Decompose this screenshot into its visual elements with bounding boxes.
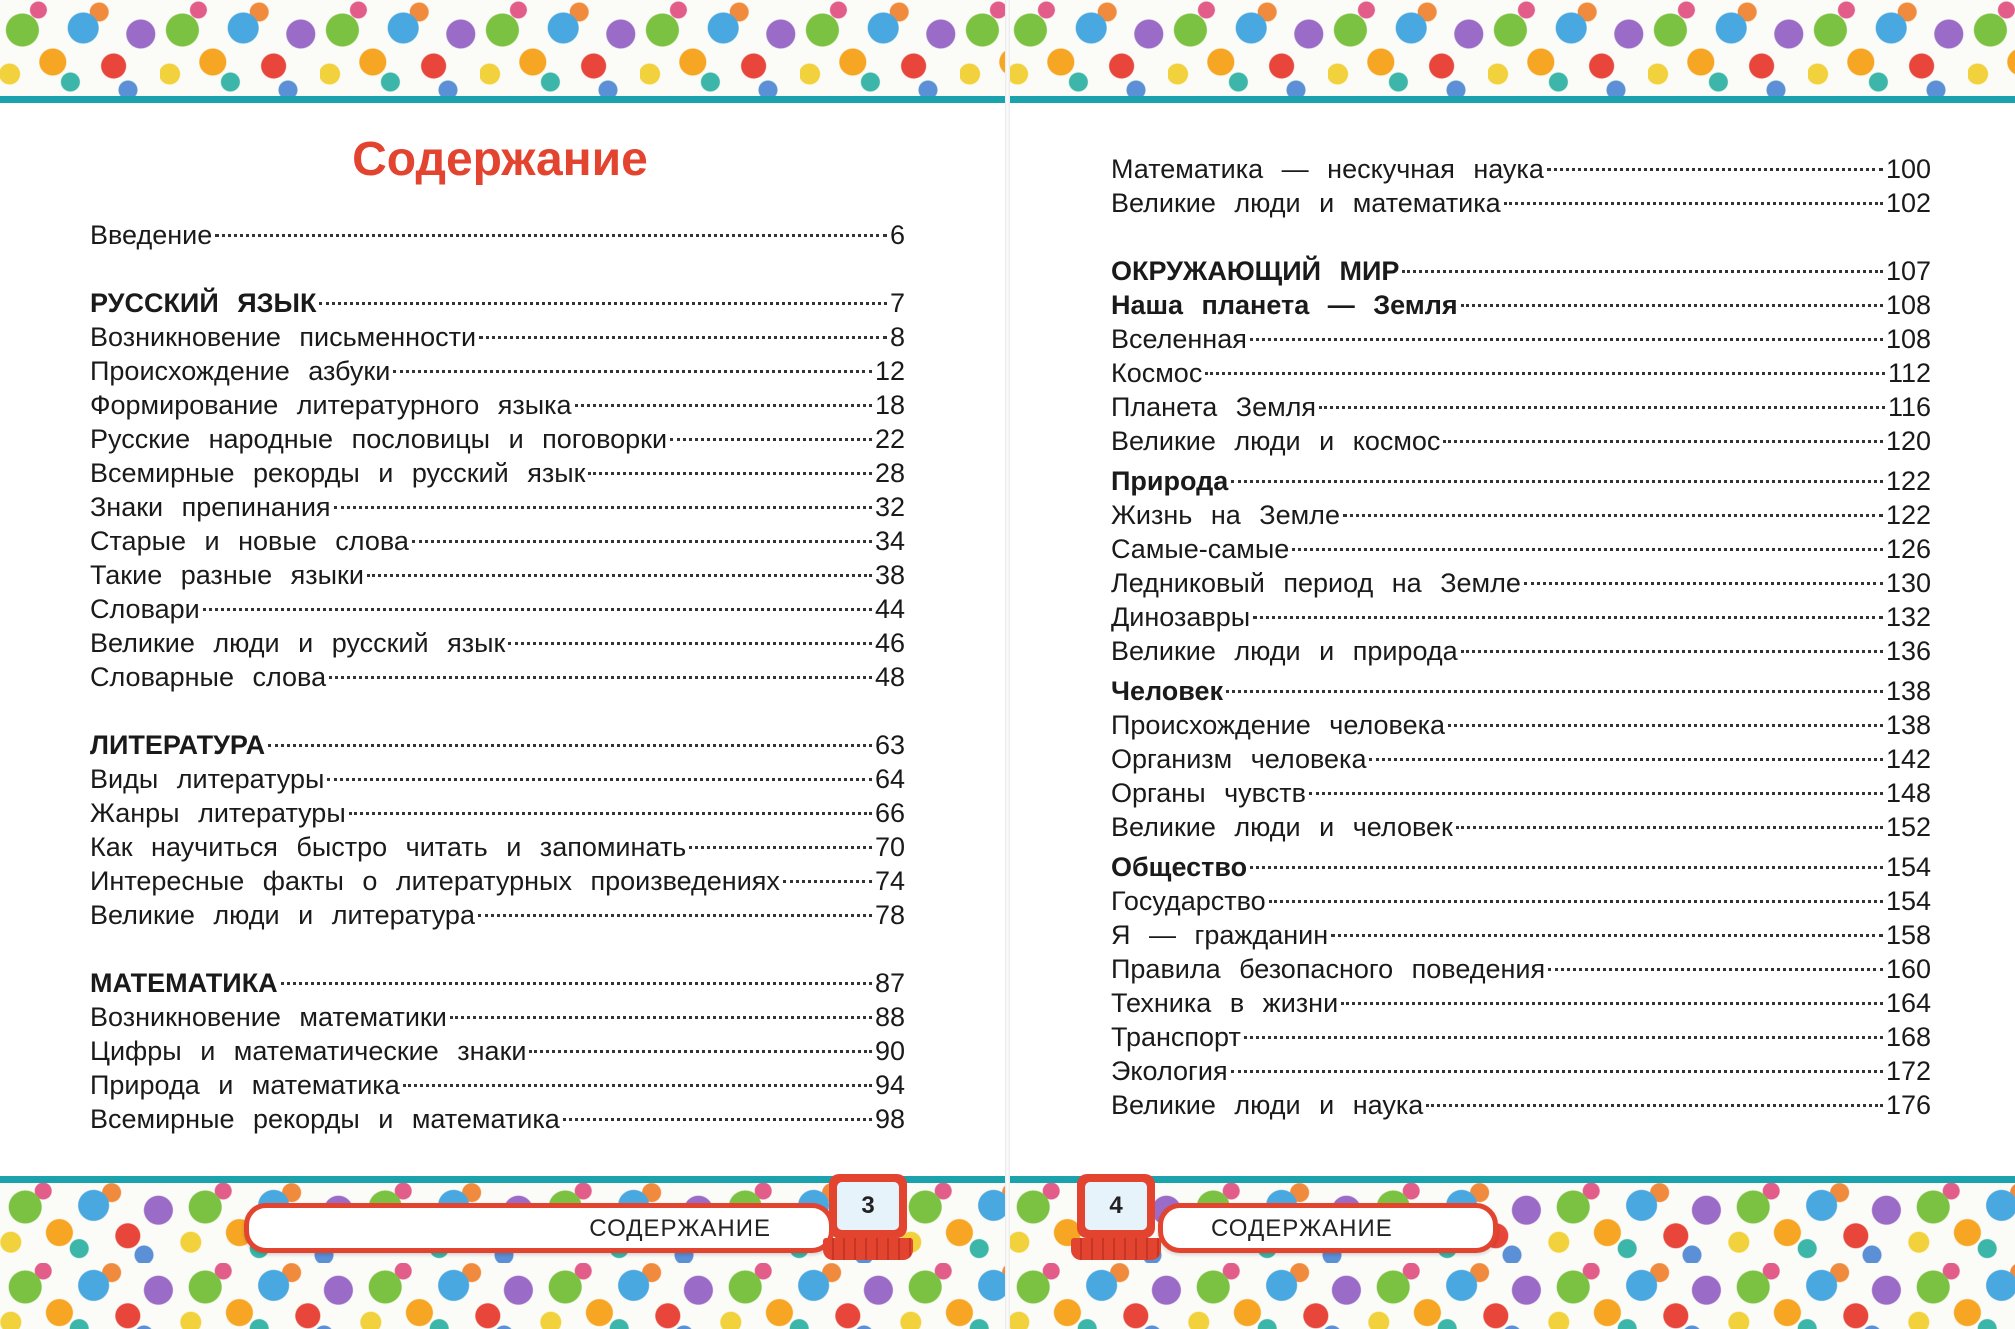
- toc-section-entry: [1111, 288, 1931, 322]
- toc-entry: [90, 796, 905, 830]
- dot-leader: [203, 608, 872, 611]
- toc-entry: [1111, 708, 1931, 742]
- laptop-icon: [1071, 1174, 1161, 1274]
- toc-entry-title: Жизнь на Земле: [1111, 500, 1340, 530]
- dot-leader: [1226, 690, 1883, 693]
- dot-leader: [268, 744, 872, 747]
- toc-entry: [1111, 532, 1931, 566]
- toc-entry: [90, 354, 905, 388]
- page-title: Содержание: [352, 133, 648, 186]
- dot-leader: [1205, 372, 1885, 375]
- toc-entry-title: Организм человека: [1111, 744, 1367, 774]
- dot-leader: [1341, 1002, 1883, 1005]
- dot-leader: [783, 880, 872, 883]
- toc-entry-title: Государство: [1111, 886, 1266, 916]
- toc-entry-title: ОКРУЖАЮЩИЙ МИР: [1111, 256, 1400, 286]
- dot-leader: [478, 914, 872, 917]
- toc-entry-page: 136: [1885, 636, 1931, 666]
- toc-entry-page: 160: [1885, 954, 1931, 984]
- toc-entry-page: 154: [1885, 852, 1931, 882]
- toc-entry-page: 28: [874, 458, 905, 488]
- dot-leader: [1343, 514, 1883, 517]
- dot-leader: [1231, 480, 1883, 483]
- toc-entry-page: 12: [874, 356, 905, 386]
- page-number: 4: [1109, 1192, 1123, 1219]
- toc-entry-title: Экология: [1111, 1056, 1228, 1086]
- toc-entry-title: Самые-самые: [1111, 534, 1290, 564]
- toc-entry: [1111, 498, 1931, 532]
- dot-leader: [588, 472, 872, 475]
- toc-entry: [1111, 742, 1931, 776]
- toc-entry: [1111, 186, 1931, 220]
- right-page: [1008, 0, 2015, 1329]
- dot-leader: [367, 574, 872, 577]
- toc-entry-page: 22: [874, 424, 905, 454]
- left-page: [0, 0, 1007, 1329]
- toc-entry-page: 48: [874, 662, 905, 692]
- dot-leader: [1292, 548, 1883, 551]
- toc-entry-page: 130: [1885, 568, 1931, 598]
- toc-entry-title: Русские народные пословицы и поговорки: [90, 424, 668, 454]
- dot-leader: [1309, 792, 1883, 795]
- toc-entry: [1111, 424, 1931, 458]
- dot-leader: [563, 1118, 872, 1121]
- toc-entry: [90, 456, 905, 490]
- toc-entry-page: 158: [1885, 920, 1931, 950]
- toc-entry-page: 32: [874, 492, 905, 522]
- toc-entry: [90, 422, 905, 456]
- toc-entry-title: Динозавры: [1111, 602, 1251, 632]
- dot-leader: [1250, 866, 1883, 869]
- toc-entry: [90, 660, 905, 694]
- dot-leader: [1253, 616, 1883, 619]
- toc-entry: [1111, 322, 1931, 356]
- toc-entry-title: Общество: [1111, 852, 1248, 882]
- toc-entry: [1111, 884, 1931, 918]
- toc-entry-title: Всемирные рекорды и русский язык: [90, 458, 586, 488]
- toc-entry-title: Великие люди и литература: [90, 900, 475, 930]
- toc-entry-page: 46: [874, 628, 905, 658]
- toc-entry-page: 7: [889, 288, 905, 318]
- toc-entry: [90, 1034, 905, 1068]
- toc-entry-page: 148: [1885, 778, 1931, 808]
- toc-entry-page: 138: [1885, 676, 1931, 706]
- toc-entry: [1111, 566, 1931, 600]
- toc-entry: [1111, 600, 1931, 634]
- toc-entry-title: Природа и математика: [90, 1070, 400, 1100]
- toc-entry: [90, 830, 905, 864]
- toc-entry-title: Природа: [1111, 466, 1229, 496]
- toc-entry: [1111, 986, 1931, 1020]
- top-decor-band: [1008, 0, 2015, 103]
- dot-leader: [393, 370, 872, 373]
- toc-entry-title: Великие люди и природа: [1111, 636, 1458, 666]
- toc-entry-title: Такие разные языки: [90, 560, 364, 590]
- toc-entry-title: Словарные слова: [90, 662, 327, 692]
- dot-leader: [1524, 582, 1883, 585]
- toc-entry-title: Введение: [90, 220, 213, 250]
- dot-leader: [1504, 202, 1883, 205]
- toc-entry: [90, 762, 905, 796]
- footer-label: СОДЕРЖАНИЕ: [589, 1215, 771, 1242]
- toc-entry: [1111, 356, 1931, 390]
- dot-leader: [1461, 650, 1883, 653]
- toc-entry: [1111, 810, 1931, 844]
- toc-entry: [90, 320, 905, 354]
- dot-leader: [1231, 1070, 1883, 1073]
- dot-leader: [575, 404, 872, 407]
- footer-label-plaque: [244, 1203, 834, 1253]
- toc-entry: [1111, 1020, 1931, 1054]
- toc-entry-title: Знаки препинания: [90, 492, 331, 522]
- toc-entry-page: 44: [874, 594, 905, 624]
- toc-entry-title: Великие люди и русский язык: [90, 628, 506, 658]
- toc-entry-title: Великие люди и наука: [1111, 1090, 1424, 1120]
- dot-leader: [349, 812, 872, 815]
- toc-section-entry: [90, 728, 905, 762]
- toc-entry: [90, 898, 905, 932]
- toc-entry-title: РУССКИЙ ЯЗЫК: [90, 288, 317, 318]
- laptop-icon: [823, 1174, 913, 1274]
- toc-entry-title: Органы чувств: [1111, 778, 1306, 808]
- dot-leader: [327, 778, 872, 781]
- toc-entry-title: Транспорт: [1111, 1022, 1241, 1052]
- dot-leader: [1331, 934, 1883, 937]
- toc-entry-page: 18: [874, 390, 905, 420]
- toc-section-entry: [1111, 254, 1931, 288]
- toc-entry-title: МАТЕМАТИКА: [90, 968, 278, 998]
- toc-entry-title: Наша планета — Земля: [1111, 290, 1458, 320]
- toc-entry-page: 64: [874, 764, 905, 794]
- toc-entry: [90, 558, 905, 592]
- dot-leader: [1269, 900, 1883, 903]
- toc-entry-page: 107: [1885, 256, 1931, 286]
- toc-entry: [90, 524, 905, 558]
- table-of-contents-right: [1111, 152, 1931, 1122]
- toc-entry-page: 100: [1885, 154, 1931, 184]
- toc-entry-page: 168: [1885, 1022, 1931, 1052]
- toc-entry-page: 122: [1885, 500, 1931, 530]
- toc-entry: [90, 864, 905, 898]
- toc-entry: [90, 626, 905, 660]
- dot-leader: [403, 1084, 872, 1087]
- toc-entry: [90, 1102, 905, 1136]
- toc-entry-title: Интересные факты о литературных произведениях: [90, 866, 780, 896]
- dot-leader: [1369, 758, 1882, 761]
- dot-leader: [1456, 826, 1883, 829]
- toc-entry-page: 8: [889, 322, 905, 352]
- toc-entry-title: Виды литературы: [90, 764, 325, 794]
- toc-entry-page: 90: [874, 1036, 905, 1066]
- toc-entry: [90, 1000, 905, 1034]
- page-number: 3: [861, 1192, 875, 1219]
- toc-entry-title: Планета Земля: [1111, 392, 1317, 422]
- toc-entry-title: Ледниковый период на Земле: [1111, 568, 1521, 598]
- toc-entry-page: 108: [1885, 324, 1931, 354]
- toc-entry-page: 126: [1885, 534, 1931, 564]
- book-gutter: [1005, 0, 1010, 1329]
- toc-entry-title: Вселенная: [1111, 324, 1247, 354]
- toc-entry-title: Космос: [1111, 358, 1203, 388]
- toc-entry-page: 66: [874, 798, 905, 828]
- toc-entry-title: Формирование литературного языка: [90, 390, 572, 420]
- dot-leader: [215, 234, 887, 237]
- toc-entry-title: Техника в жизни: [1111, 988, 1339, 1018]
- toc-entry-page: 102: [1885, 188, 1931, 218]
- toc-entry: [1111, 152, 1931, 186]
- toc-entry-title: Великие люди и человек: [1111, 812, 1453, 842]
- dot-leader: [450, 1016, 872, 1019]
- toc-entry-title: Правила безопасного поведения: [1111, 954, 1546, 984]
- toc-entry-page: 164: [1885, 988, 1931, 1018]
- toc-entry-title: Происхождение азбуки: [90, 356, 391, 386]
- toc-entry-page: 63: [874, 730, 905, 760]
- toc-entry-title: Цифры и математические знаки: [90, 1036, 527, 1066]
- toc-entry-title: ЛИТЕРАТУРА: [90, 730, 266, 760]
- toc-entry-page: 112: [1887, 358, 1931, 388]
- toc-entry-title: Словари: [90, 594, 200, 624]
- dot-leader: [1461, 304, 1883, 307]
- dot-leader: [1548, 968, 1883, 971]
- toc-entry-title: Великие люди и космос: [1111, 426, 1441, 456]
- toc-entry: [1111, 1054, 1931, 1088]
- toc-entry-title: Великие люди и математика: [1111, 188, 1501, 218]
- toc-entry: [1111, 390, 1931, 424]
- dot-leader: [1402, 270, 1883, 273]
- toc-entry-page: 34: [874, 526, 905, 556]
- toc-entry-page: 88: [874, 1002, 905, 1032]
- toc-section-entry: [90, 966, 905, 1000]
- dot-leader: [670, 438, 872, 441]
- toc-entry-title: Я — гражданин: [1111, 920, 1329, 950]
- toc-entry-title: Возникновение письменности: [90, 322, 477, 352]
- dot-leader: [508, 642, 872, 645]
- dot-leader: [1448, 724, 1883, 727]
- toc-entry-page: 138: [1885, 710, 1931, 740]
- toc-entry-page: 6: [889, 220, 905, 250]
- toc-entry: [1111, 952, 1931, 986]
- dot-leader: [329, 676, 872, 679]
- dot-leader: [281, 982, 872, 985]
- toc-section-entry: [1111, 674, 1931, 708]
- toc-section-entry: [1111, 464, 1931, 498]
- toc-entry-title: Жанры литературы: [90, 798, 346, 828]
- toc-entry-title: Возникновение математики: [90, 1002, 447, 1032]
- top-decor-band: [0, 0, 1007, 103]
- toc-entry-page: 154: [1885, 886, 1931, 916]
- table-of-contents-left: [90, 218, 905, 1136]
- toc-entry-title: Математика — нескучная наука: [1111, 154, 1544, 184]
- footer-label: СОДЕРЖАНИЕ: [1211, 1215, 1393, 1242]
- toc-entry-page: 98: [874, 1104, 905, 1134]
- dot-leader: [479, 336, 887, 339]
- toc-entry-page: 78: [874, 900, 905, 930]
- dot-leader: [1319, 406, 1885, 409]
- toc-entry-page: 120: [1885, 426, 1931, 456]
- toc-entry-title: Старые и новые слова: [90, 526, 409, 556]
- toc-entry-page: 172: [1885, 1056, 1931, 1086]
- toc-entry: [90, 1068, 905, 1102]
- toc-entry-title: Как научиться быстро читать и запоминать: [90, 832, 687, 862]
- toc-entry: [1111, 776, 1931, 810]
- toc-entry-title: Происхождение человека: [1111, 710, 1446, 740]
- toc-entry-page: 74: [874, 866, 905, 896]
- toc-entry: [90, 218, 905, 252]
- toc-entry-page: 176: [1885, 1090, 1931, 1120]
- dot-leader: [1547, 168, 1883, 171]
- toc-entry-page: 116: [1887, 392, 1931, 422]
- toc-entry: [90, 490, 905, 524]
- toc-entry-page: 94: [874, 1070, 905, 1100]
- toc-entry: [1111, 634, 1931, 668]
- toc-entry: [1111, 918, 1931, 952]
- toc-entry-page: 122: [1885, 466, 1931, 496]
- dot-leader: [412, 540, 872, 543]
- dot-leader: [1426, 1104, 1883, 1107]
- toc-entry-page: 38: [874, 560, 905, 590]
- toc-section-entry: [1111, 850, 1931, 884]
- dot-leader: [1443, 440, 1883, 443]
- dot-leader: [529, 1050, 871, 1053]
- toc-entry-page: 108: [1885, 290, 1931, 320]
- toc-entry: [90, 388, 905, 422]
- dot-leader: [1250, 338, 1883, 341]
- toc-entry-page: 142: [1885, 744, 1931, 774]
- toc-entry-title: Всемирные рекорды и математика: [90, 1104, 560, 1134]
- dot-leader: [334, 506, 872, 509]
- dot-leader: [689, 846, 872, 849]
- dot-leader: [319, 302, 886, 305]
- toc-entry-page: 152: [1885, 812, 1931, 842]
- footer-label-plaque: [1158, 1203, 1498, 1253]
- toc-entry-page: 70: [874, 832, 905, 862]
- toc-entry-page: 132: [1885, 602, 1931, 632]
- toc-entry-page: 87: [874, 968, 905, 998]
- toc-section-entry: [90, 286, 905, 320]
- toc-entry: [90, 592, 905, 626]
- dot-leader: [1244, 1036, 1883, 1039]
- toc-entry: [1111, 1088, 1931, 1122]
- toc-entry-title: Человек: [1111, 676, 1224, 706]
